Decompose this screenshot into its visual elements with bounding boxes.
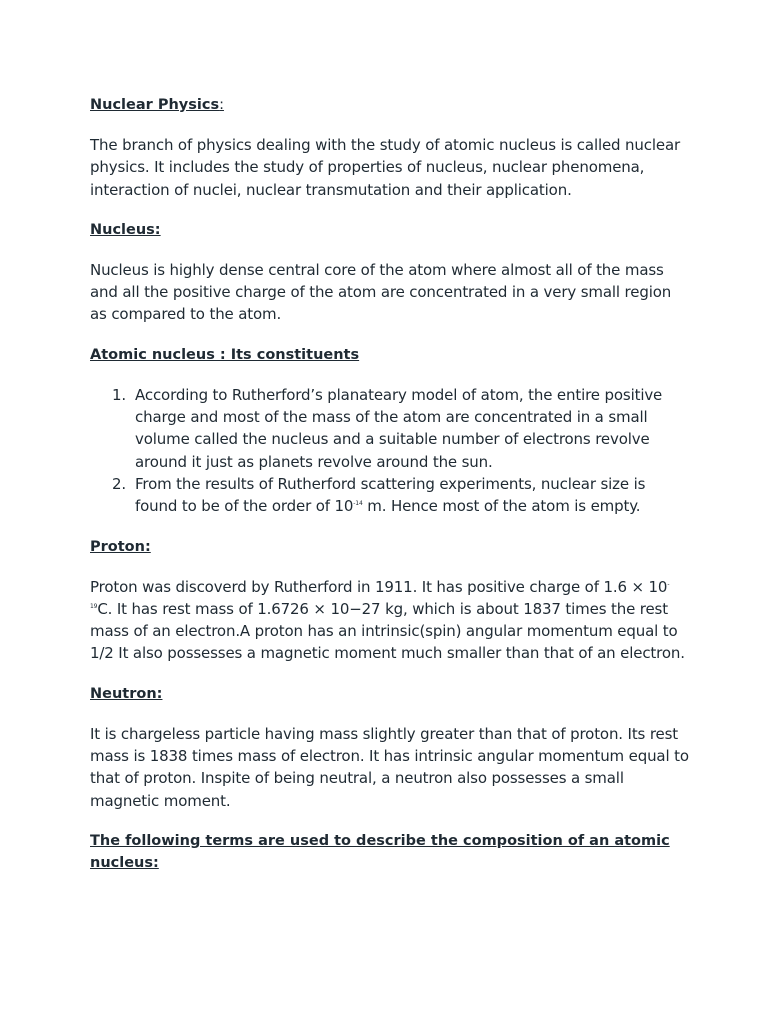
heading-composition: The following terms are used to describe the composition of an atomic nucleus:	[90, 832, 670, 871]
paragraph-proton	[90, 576, 690, 665]
heading-nuclear-physics-text: Nuclear Physics	[90, 97, 220, 113]
list-item	[90, 384, 690, 473]
proton-text-after: C. It has rest mass of 1.6726 × 10−27 kg, which is about 1837 times the rest mass of an electron.A proton has an intrinsic(spin) angular momentum equal to 1/2 It also possesses a magnetic moment much smaller than that of an electron.	[90, 599, 685, 663]
heading-nuclear-physics	[90, 94, 690, 116]
list-item-text: According to Rutherford’s planateary model of atom, the entire positive charge and most of the mass of the atom are concentrated in a small volume called the nucleus and a suitable number of electrons revolve around it just as planets revolve around the sun.	[135, 385, 663, 471]
constituents-list	[90, 384, 690, 518]
paragraph-neutron: It is chargeless particle having mass slightly greater than that of proton. Its rest mass is 1838 times mass of electron. It has intrinsic angular momentum equal to that of proton. Inspite of being neutral, a neutron also possesses a small magnetic moment.	[90, 724, 689, 810]
list-item-number: 1.	[112, 385, 127, 404]
paragraph-nuclear-physics: The branch of physics dealing with the study of atomic nucleus is called nuclear physics. It includes the study of properties of nucleus, nuclear phenomena, interaction of nuclei, nuclear transmutation and their application.	[90, 136, 681, 199]
exponent: -14	[353, 500, 363, 508]
exponent: -19	[90, 580, 670, 610]
heading-constituents: Atomic nucleus : Its constituents	[90, 346, 360, 363]
proton-text-before: Proton was discoverd by Rutherford in 1911. It has positive charge of 1.6 × 10	[90, 577, 668, 596]
heading-neutron: Neutron:	[90, 685, 163, 702]
paragraph-nucleus: Nucleus is highly dense central core of the atom where almost all of the mass and all the positive charge of the atom are concentrated in a very small region as compared to the atom.	[90, 260, 672, 324]
list-item-number: 2.	[112, 474, 127, 493]
list-item-text-after: m. Hence most of the atom is empty.	[362, 497, 641, 516]
list-item-text-before: From the results of Rutherford scattering experiments, nuclear size is found to be of the order of 10	[135, 474, 646, 516]
list-item	[90, 473, 690, 518]
heading-colon: :	[219, 97, 224, 113]
heading-nucleus: Nucleus:	[90, 221, 161, 238]
heading-proton: Proton:	[90, 538, 151, 555]
document-page	[90, 94, 690, 892]
